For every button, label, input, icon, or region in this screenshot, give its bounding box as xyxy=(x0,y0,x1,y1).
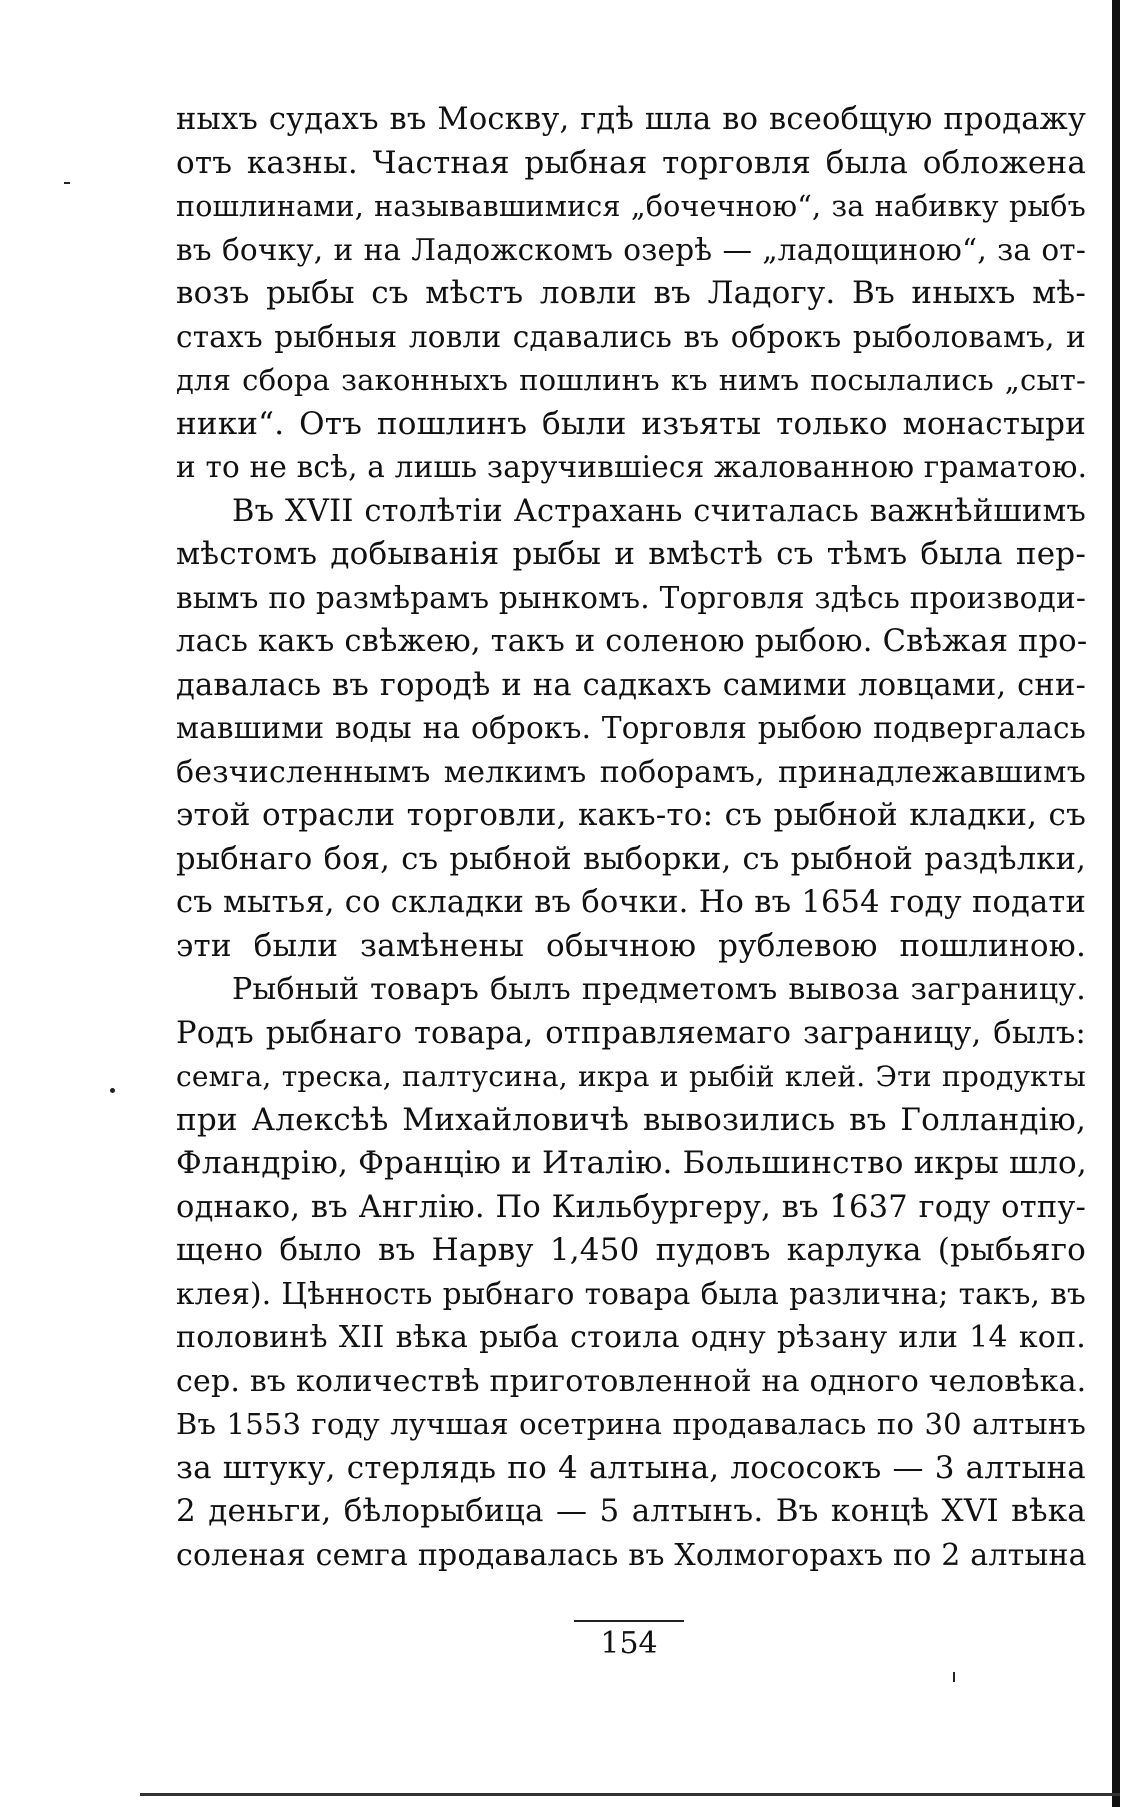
text-line: при Алексѣѣ Михайловичѣ вывозились въ Голландію, xyxy=(176,1101,1086,1138)
scan-speck xyxy=(110,1088,115,1093)
scan-speck xyxy=(953,1672,955,1682)
text-line: половинѣ XII вѣка рыба стоила одну рѣзану или 14 коп. xyxy=(176,1320,1086,1355)
text-line: соленая семга продавалась въ Холмогорахъ по 2 алтына xyxy=(176,1537,1087,1573)
text-line: съ мытья, со складки въ бочки. Но въ 1654 году подати xyxy=(176,885,1086,920)
text-line: для сбора законныхъ пошлинъ къ нимъ посылались „сыт- xyxy=(176,363,1086,397)
page-number-rule xyxy=(574,1620,684,1622)
text-line: однако, въ Англію. По Кильбургеру, въ 1637 году отпу- xyxy=(176,1189,1086,1225)
text-line: отъ казны. Частная рыбная торговля была обложена xyxy=(176,144,1086,181)
text-line: 2 деньги, бѣлорыбица — 5 алтынъ. Въ концѣ XVI вѣка xyxy=(176,1493,1086,1529)
page-edge-border xyxy=(1112,0,1120,1807)
text-line: Въ 1553 году лучшая осетрина продавалась по 30 алтынъ xyxy=(176,1407,1086,1441)
body-text xyxy=(176,98,1086,1577)
text-line: щено было въ Нарву 1,450 пудовъ карлука (рыбьяго xyxy=(176,1232,1086,1268)
text-line: Родъ рыбнаго товара, отправляемаго заграницу, былъ: xyxy=(176,1015,1086,1051)
text-line: эти были замѣнены обычною рублевою пошлиною. xyxy=(176,927,1086,964)
text-line: лась какъ свѣжею, такъ и соленою рыбою. Свѣжая про- xyxy=(176,624,1088,659)
paragraph-start-line: Рыбный товаръ былъ предметомъ вывоза заграницу. xyxy=(232,972,1086,1007)
text-line: стахъ рыбныя ловли сдавались въ оброкъ рыболовамъ, и xyxy=(176,319,1086,354)
bottom-edge-rule xyxy=(140,1793,1120,1796)
text-line: давалась въ городѣ и на садкахъ самими ловцами, сни- xyxy=(176,667,1086,703)
text-line: безчисленнымъ мелкимъ поборамъ, принадлежавшимъ xyxy=(176,754,1086,790)
text-line: семга, треска, палтусина, икра и рыбій клей. Эти продукты xyxy=(176,1060,1086,1093)
scan-speck xyxy=(64,182,70,184)
text-line: этой отрасли торговли, какъ-то: съ рыбной кладки, съ xyxy=(176,797,1086,833)
text-line: вымъ по размѣрамъ рынкомъ. Торговля здѣсь производи- xyxy=(176,580,1086,615)
text-line: мавшими воды на оброкъ. Торговля рыбою подвергалась xyxy=(176,711,1086,745)
paragraph-start-line: Въ XVII столѣтіи Астрахань считалась важнѣйшимъ xyxy=(232,493,1086,529)
text-line: ныхъ судахъ въ Москву, гдѣ шла во всеобщую продажу xyxy=(176,102,1086,137)
text-line: рыбнаго боя, съ рыбной выборки, съ рыбной раздѣлки, xyxy=(176,841,1086,877)
text-line: сер. въ количествѣ приготовленной на одного человѣка. xyxy=(176,1363,1087,1399)
text-line: возъ рыбы съ мѣстъ ловли въ Ладогу. Въ иныхъ мѣ- xyxy=(176,275,1086,311)
text-line: пошлинами, называвшимися „бочечною“, за набивку рыбъ xyxy=(176,190,1086,223)
text-line: ники“. Отъ пошлинъ были изъяты только монастыри xyxy=(176,405,1086,442)
page-number: 154 xyxy=(600,1626,658,1661)
text-line: за штуку, стерлядь по 4 алтына, лососокъ — 3 алтына xyxy=(176,1449,1086,1486)
text-line: мѣстомъ добыванія рыбы и вмѣстѣ съ тѣмъ была пер- xyxy=(176,536,1086,572)
text-line: Фландрію, Францію и Италію. Большинство икры шло, xyxy=(176,1145,1087,1181)
text-line: въ бочку, и на Ладожскомъ озерѣ — „ладощиною“, за от- xyxy=(176,232,1086,267)
text-line: клея). Цѣнность рыбнаго товара была различна; такъ, въ xyxy=(176,1276,1086,1311)
text-line: и то не всѣ, а лишь заручившіеся жалованною граматою. xyxy=(176,450,1088,484)
